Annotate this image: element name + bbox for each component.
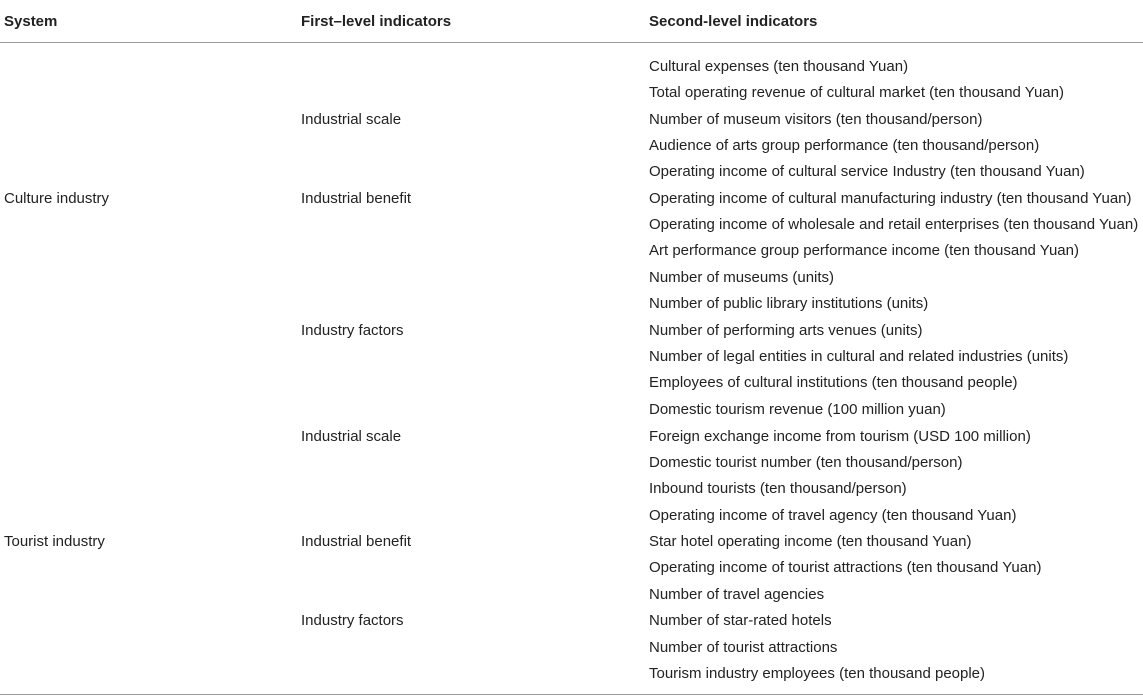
second-level-indicator: Total operating revenue of cultural market (ten thousand Yuan) bbox=[649, 84, 1064, 101]
second-level-indicator: Number of museums (units) bbox=[649, 269, 835, 286]
second-level-indicator: Audience of arts group performance (ten thousand/person) bbox=[649, 137, 1040, 154]
header-divider bbox=[0, 42, 1143, 43]
second-level-indicator: Cultural expenses (ten thousand Yuan) bbox=[649, 58, 909, 75]
header-second-level: Second-level indicators bbox=[649, 13, 818, 30]
second-level-indicator: Operating income of travel agency (ten thousand Yuan) bbox=[649, 507, 1017, 524]
first-level-indicator: Industrial scale bbox=[301, 111, 402, 128]
table-bottom-rule bbox=[0, 694, 1143, 695]
header-first-level: First–level indicators bbox=[301, 13, 452, 30]
second-level-indicator: Inbound tourists (ten thousand/person) bbox=[649, 480, 907, 497]
second-level-indicator: Foreign exchange income from tourism (USD 100 million) bbox=[649, 428, 1031, 445]
second-level-indicator: Domestic tourism revenue (100 million yuan) bbox=[649, 401, 946, 418]
first-level-indicator: Industrial scale bbox=[301, 428, 402, 445]
system-culture-industry: Culture industry bbox=[4, 190, 110, 207]
second-level-indicator: Number of travel agencies bbox=[649, 586, 825, 603]
second-level-indicator: Operating income of cultural service Industry (ten thousand Yuan) bbox=[649, 163, 1085, 180]
first-level-indicator: Industry factors bbox=[301, 612, 404, 629]
first-level-indicator: Industry factors bbox=[301, 322, 404, 339]
second-level-indicator: Number of performing arts venues (units) bbox=[649, 322, 923, 339]
second-level-indicator: Operating income of wholesale and retail enterprises (ten thousand Yuan) bbox=[649, 216, 1139, 233]
second-level-indicator: Operating income of tourist attractions (ten thousand Yuan) bbox=[649, 559, 1042, 576]
header-system: System bbox=[4, 13, 58, 30]
second-level-indicator: Number of public library institutions (units) bbox=[649, 295, 929, 312]
system-tourist-industry: Tourist industry bbox=[4, 533, 105, 550]
second-level-indicator: Number of star-rated hotels bbox=[649, 612, 832, 629]
second-level-indicator: Art performance group performance income (ten thousand Yuan) bbox=[649, 242, 1079, 259]
second-level-indicator: Employees of cultural institutions (ten thousand people) bbox=[649, 374, 1018, 391]
second-level-indicator: Operating income of cultural manufacturing industry (ten thousand Yuan) bbox=[649, 190, 1132, 207]
second-level-indicator: Star hotel operating income (ten thousand Yuan) bbox=[649, 533, 972, 550]
first-level-indicator: Industrial benefit bbox=[301, 190, 412, 207]
second-level-indicator: Number of tourist attractions bbox=[649, 639, 838, 656]
second-level-indicator: Number of museum visitors (ten thousand/person) bbox=[649, 111, 983, 128]
second-level-indicator: Domestic tourist number (ten thousand/person) bbox=[649, 454, 963, 471]
first-level-indicator: Industrial benefit bbox=[301, 533, 412, 550]
second-level-indicator: Number of legal entities in cultural and related industries (units) bbox=[649, 348, 1069, 365]
second-level-indicator: Tourism industry employees (ten thousand people) bbox=[649, 665, 986, 682]
